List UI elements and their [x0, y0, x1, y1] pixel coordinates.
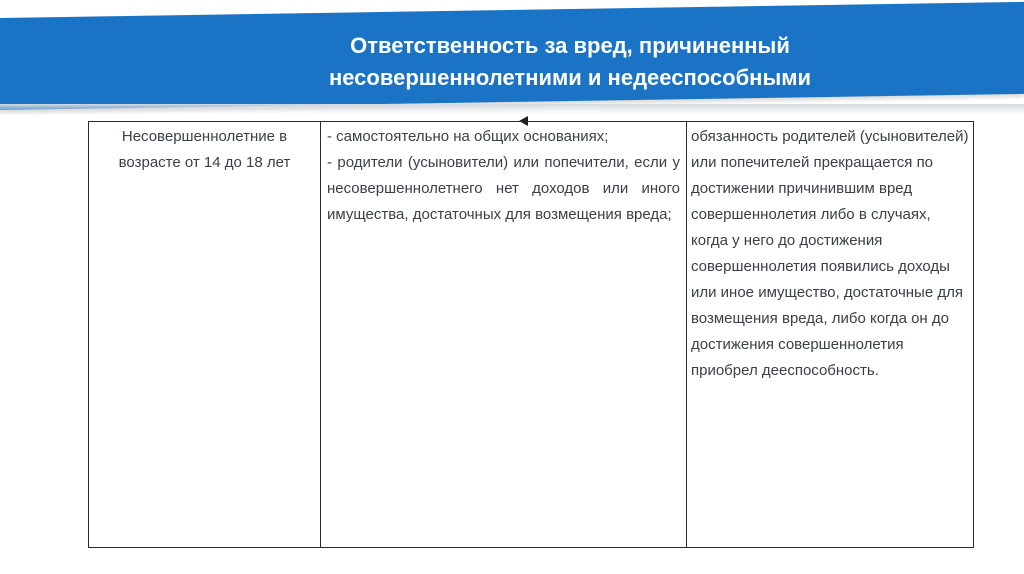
table-cell-liable-parties	[321, 122, 687, 547]
liable-party-item-1: - самостоятельно на общих основаниях;	[327, 128, 609, 145]
slide-title-line-1: Ответственность за вред, причиненный	[350, 33, 790, 58]
table-cell-subject: Несовершеннолетние в возрасте от 14 до 18 лет	[89, 122, 321, 547]
liable-party-item-2: - родители (усыновители) или попечители, если у несовершеннолетнего нет доходов или иного имущества, достаточных для возмещения вреда;	[327, 154, 680, 223]
slide-title	[200, 30, 940, 94]
liability-table	[88, 121, 974, 548]
slide-title-line-2: несовершеннолетними и недееспособными	[328, 65, 812, 90]
table-cell-termination: обязанность родителей (усыновителей) или попечителей прекращается по достижении причинившим вред совершеннолетия либо в случаях, когда у него до достижения совершеннолетия появились доходы или иное имущество, достаточные для возмещения вреда, либо когда он до достижения совершеннолетия приобрел дееспособность.	[691, 128, 969, 379]
banner-shadow	[0, 104, 1024, 114]
